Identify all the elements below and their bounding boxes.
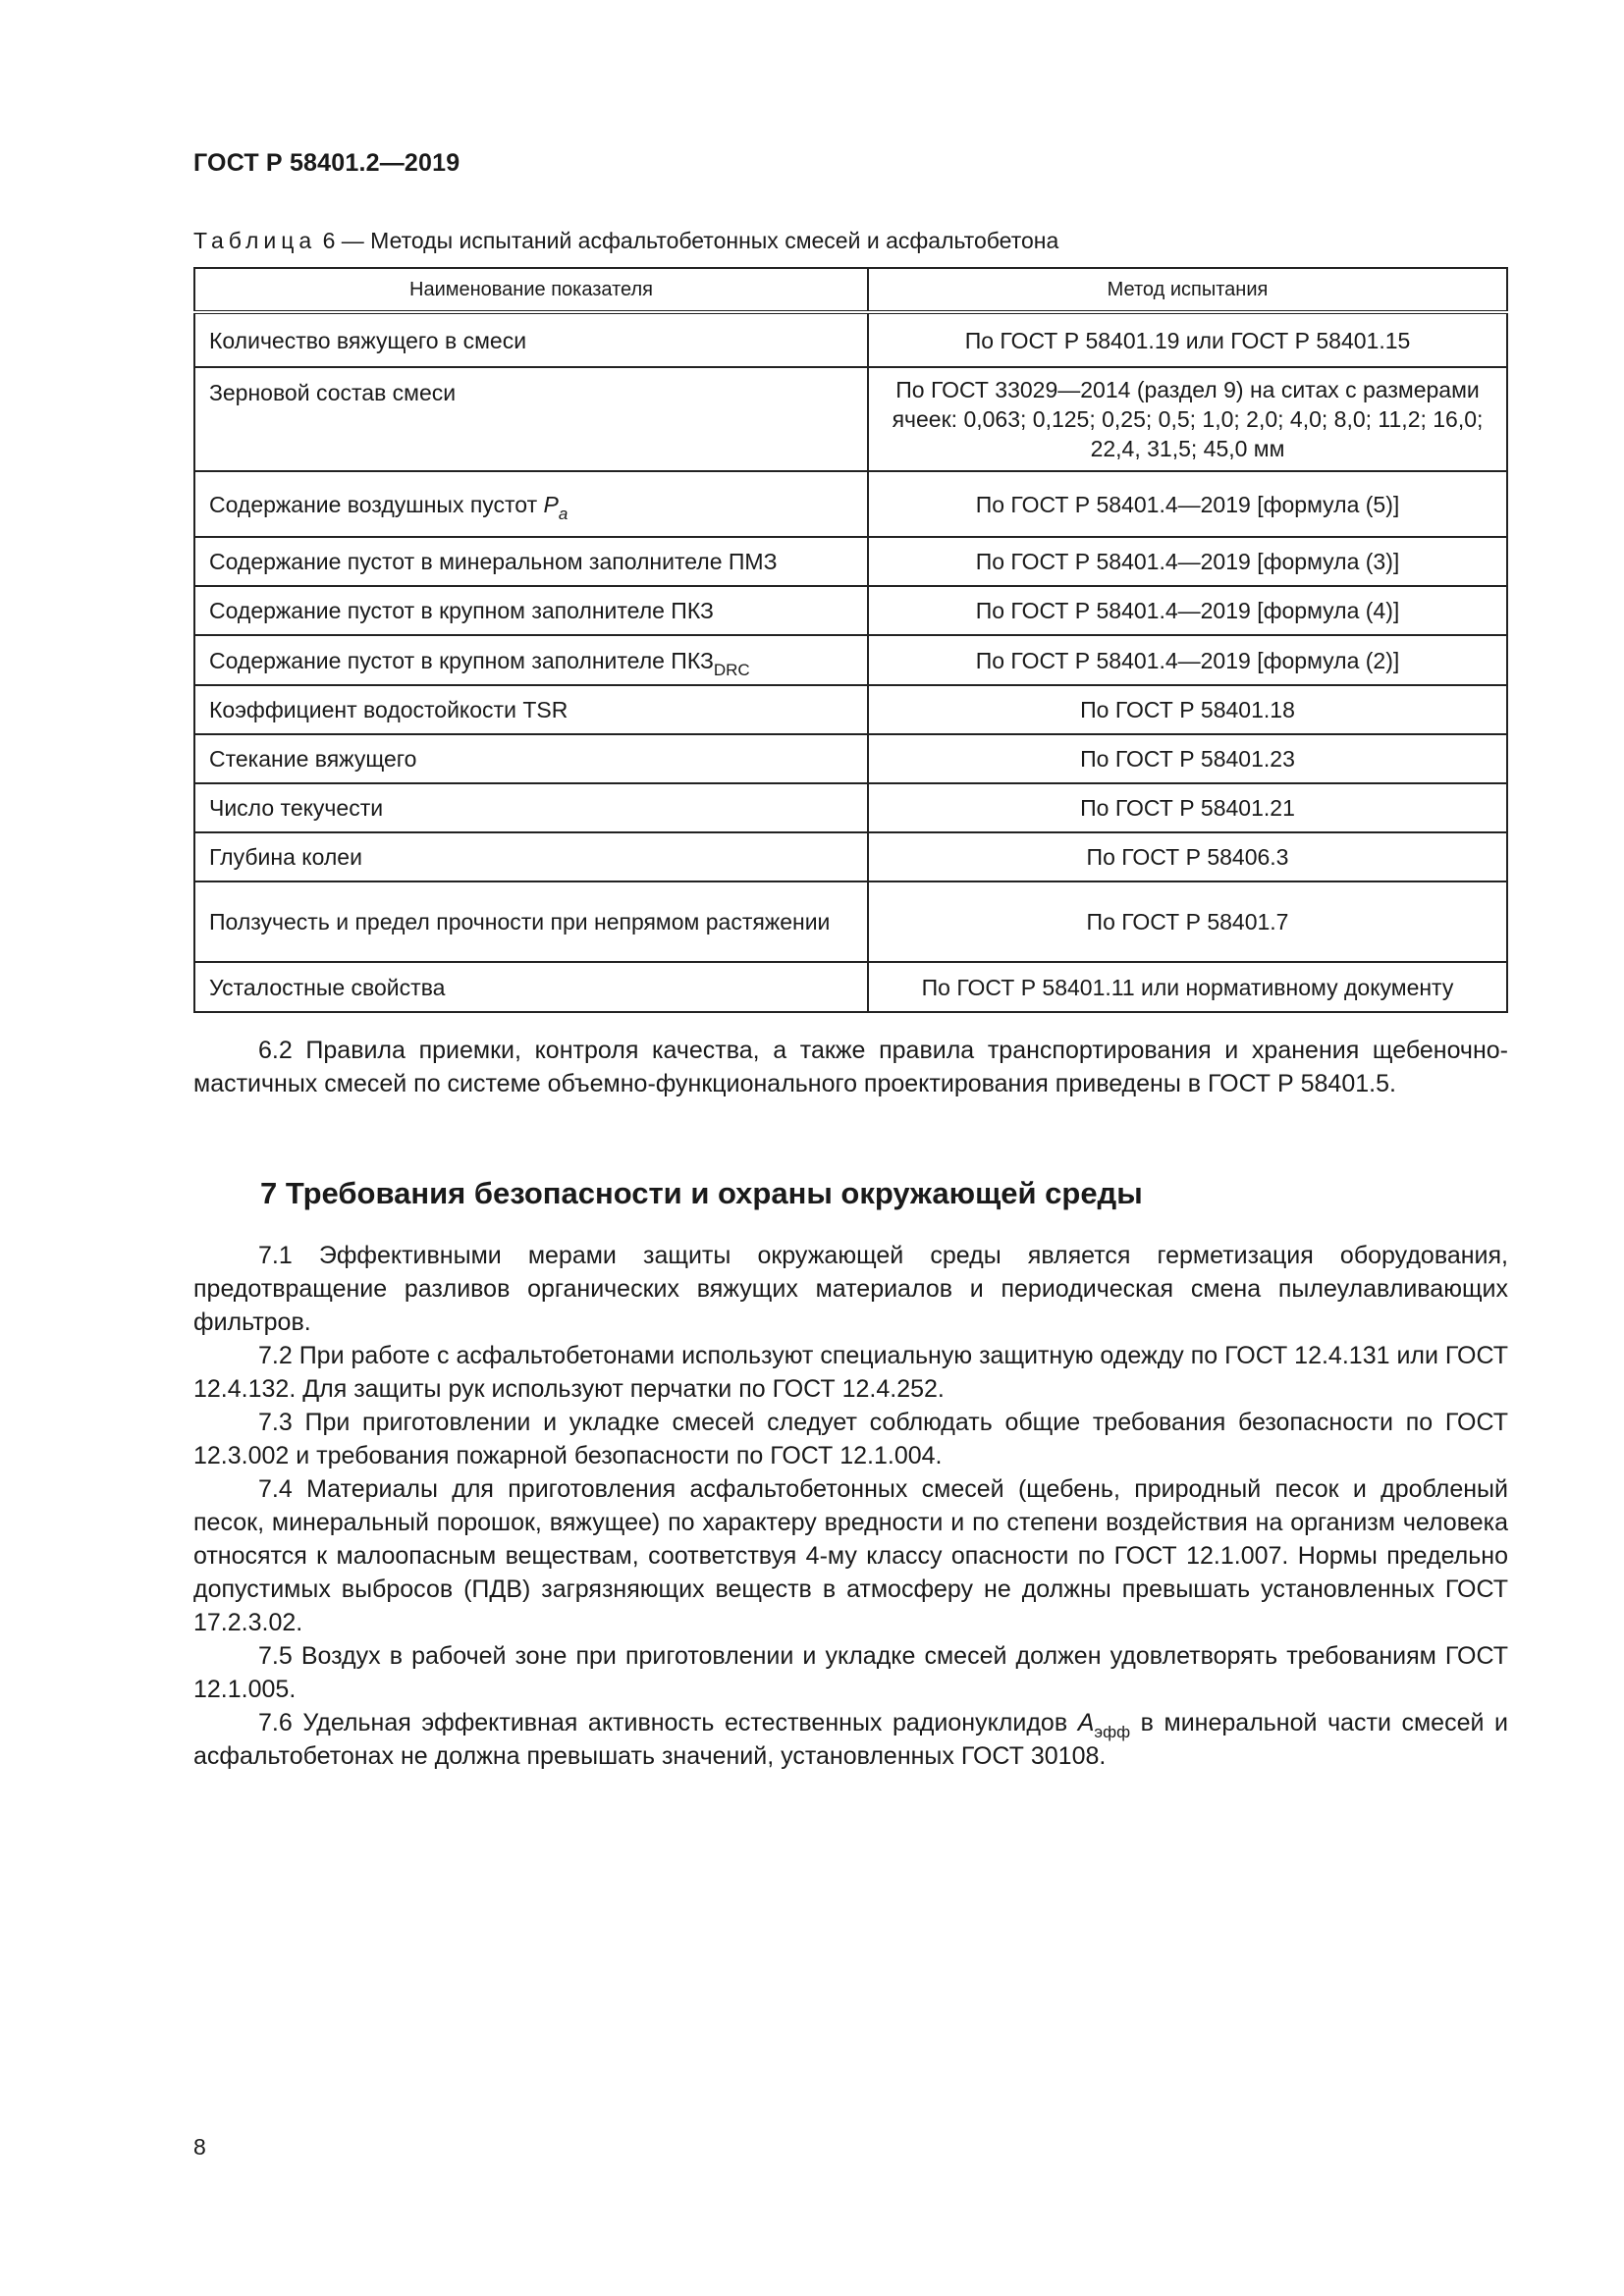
- test-methods-table: [193, 267, 1508, 1013]
- indicator-text: Содержание пустот в крупном заполнителе ПКЗ: [209, 647, 714, 673]
- indicator-cell: Стекание вяжущего: [194, 734, 868, 783]
- method-cell: По ГОСТ Р 58401.18: [868, 685, 1507, 734]
- method-cell: По ГОСТ Р 58401.19 или ГОСТ Р 58401.15: [868, 312, 1507, 367]
- section-7-body: [193, 1239, 1508, 1773]
- method-cell: По ГОСТ Р 58401.4—2019 [формула (5)]: [868, 471, 1507, 537]
- indicator-cell: Число текучести: [194, 783, 868, 832]
- method-cell: По ГОСТ Р 58401.23: [868, 734, 1507, 783]
- symbol-a: A: [1077, 1709, 1095, 1736]
- symbol-p: P: [543, 491, 559, 517]
- document-code-header: ГОСТ Р 58401.2—2019: [193, 149, 460, 177]
- symbol-a-subscript: эфф: [1094, 1723, 1131, 1741]
- indicator-cell: Количество вяжущего в смеси: [194, 312, 868, 367]
- method-cell: По ГОСТ Р 58401.7: [868, 881, 1507, 962]
- indicator-cell: Содержание пустот в крупном заполнителе ПКЗ: [194, 586, 868, 635]
- indicator-subscript: DRC: [713, 660, 750, 679]
- indicator-cell: Усталостные свойства: [194, 962, 868, 1012]
- method-cell: По ГОСТ Р 58401.4—2019 [формула (3)]: [868, 537, 1507, 586]
- section-7-title: 7 Требования безопасности и охраны окружающей среды: [260, 1176, 1143, 1210]
- indicator-text: Содержание воздушных пустот: [209, 491, 538, 517]
- method-cell: По ГОСТ Р 58401.11 или нормативному документу: [868, 962, 1507, 1012]
- table-row: [194, 783, 1507, 832]
- table-row: [194, 367, 1507, 471]
- paragraph: 7.3 При приготовлении и укладке смесей следует соблюдать общие требования безопасности по ГОСТ 12.3.002 и требования пожарной безопасности по ГОСТ 12.1.004.: [193, 1409, 1508, 1469]
- table-row: [194, 635, 1507, 685]
- page-number: 8: [193, 2134, 206, 2160]
- method-cell: По ГОСТ Р 58406.3: [868, 832, 1507, 881]
- method-cell: По ГОСТ Р 58401.4—2019 [формула (2)]: [868, 635, 1507, 685]
- column-header-method: Метод испытания: [868, 268, 1507, 312]
- table-caption-word: Таблица: [193, 228, 317, 253]
- method-cell: По ГОСТ 33029—2014 (раздел 9) на ситах с размерами ячеек: 0,063; 0,125; 0,25; 0,5; 1,0; 2,0; 4,0; 8,0; 11,2; 16,0; 22,4, 31,5; 45,0 мм: [868, 367, 1507, 471]
- table-row: [194, 471, 1507, 537]
- paragraph: 6.2 Правила приемки, контроля качества, а также правила транспортирования и хранения щебеночно-мастичных смесей по системе объемно-функционального проектирования приведены в ГОСТ Р 58401.5.: [193, 1037, 1508, 1097]
- table-caption-text: 6 — Методы испытаний асфальтобетонных смесей и асфальтобетона: [322, 228, 1059, 253]
- paragraph: [193, 1706, 1508, 1773]
- paragraph: 7.2 При работе с асфальтобетонами используют специальную защитную одежду по ГОСТ 12.4.131 или ГОСТ 12.4.132. Для защиты рук используют перчатки по ГОСТ 12.4.252.: [193, 1342, 1508, 1403]
- paragraph: 7.4 Материалы для приготовления асфальтобетонных смесей (щебень, природный песок и дробленый песок, минеральный порошок, вяжущее) по характеру вредности и по степени воздействия на организм человека относятся к малоопасным веществам, соответствуя 4-му классу опасности по ГОСТ 12.1.007. Нормы предельно допустимых выбросов (ПДВ) загрязняющих веществ в атмосферу не должны превышать установленных ГОСТ 17.2.3.02.: [193, 1475, 1508, 1636]
- method-cell: По ГОСТ Р 58401.21: [868, 783, 1507, 832]
- table-row: [194, 586, 1507, 635]
- paragraph-text: в минеральной части смесей и асфальтобетонах не должна превышать значений, установленных ГОСТ 30108.: [193, 1709, 1509, 1770]
- table-row: [194, 962, 1507, 1012]
- indicator-cell: [194, 635, 868, 685]
- indicator-cell: Зерновой состав смеси: [194, 367, 868, 471]
- table-row: [194, 734, 1507, 783]
- symbol-p-subscript: a: [558, 504, 568, 523]
- table-row: [194, 685, 1507, 734]
- indicator-cell: Глубина колеи: [194, 832, 868, 881]
- table-header-row: [194, 268, 1507, 312]
- indicator-cell: Содержание пустот в минеральном заполнителе ПМЗ: [194, 537, 868, 586]
- paragraph: 7.5 Воздух в рабочей зоне при приготовлении и укладке смесей должен удовлетворять требованиям ГОСТ 12.1.005.: [193, 1642, 1508, 1703]
- table-caption: [193, 228, 1058, 254]
- method-cell: По ГОСТ Р 58401.4—2019 [формула (4)]: [868, 586, 1507, 635]
- table-row: [194, 881, 1507, 962]
- paragraph: 7.1 Эффективными мерами защиты окружающей среды является герметизация оборудования, предотвращение разливов органических вяжущих материалов и периодическая смена пылеулавливающих фильтров.: [193, 1242, 1508, 1336]
- table-row: [194, 537, 1507, 586]
- indicator-cell: [194, 471, 868, 537]
- paragraph-text: 7.6 Удельная эффективная активность естественных радионуклидов: [258, 1709, 1068, 1736]
- table-row: [194, 832, 1507, 881]
- indicator-cell: Коэффициент водостойкости TSR: [194, 685, 868, 734]
- clause-6-2: [193, 1034, 1508, 1100]
- indicator-cell: Ползучесть и предел прочности при непрямом растяжении: [194, 881, 868, 962]
- table-row: [194, 312, 1507, 367]
- column-header-indicator: Наименование показателя: [194, 268, 868, 312]
